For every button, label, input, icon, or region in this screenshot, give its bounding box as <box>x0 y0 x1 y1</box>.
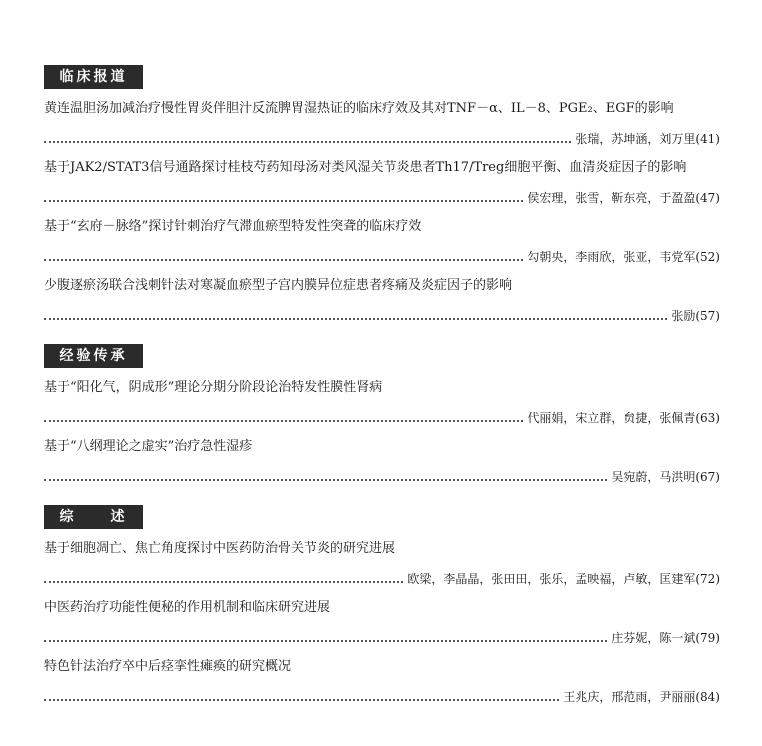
toc-entry[interactable] <box>0 278 762 334</box>
article-title[interactable]: 少腹逐瘀汤联合浅刺针法对寒凝血瘀型子宫内膜异位症患者疼痛及炎症因子的影响 <box>44 278 513 293</box>
section-heading: 经验传承 <box>44 344 143 368</box>
article-authors-page: 欧梁，李晶晶，张田田，张乐，孟映福，卢敏，匡建军(72) <box>407 572 720 586</box>
article-title[interactable]: 中医药治疗功能性便秘的作用机制和临床研究进展 <box>44 600 331 615</box>
toc-entry[interactable] <box>0 160 762 216</box>
article-authors-page: 勾朝央，李雨欣，张亚，韦党军(52) <box>527 250 720 264</box>
entry-byline <box>44 190 720 206</box>
article-title[interactable]: 基于“阳化气，阴成形”理论分期分阶段论治特发性膜性肾病 <box>44 380 383 395</box>
entry-byline <box>44 469 720 485</box>
article-title[interactable]: 基于细胞凋亡、焦亡角度探讨中医药防治骨关节炎的研究进展 <box>44 541 396 556</box>
article-title[interactable]: 特色针法治疗卒中后痉挛性瘫痪的研究概况 <box>44 659 292 674</box>
section-heading: 临床报道 <box>44 65 143 89</box>
article-title[interactable]: 基于“玄府－脉络”探讨针刺治疗气滞血瘀型特发性突聋的临床疗效 <box>44 219 422 234</box>
article-title[interactable]: 基于JAK2/STAT3信号通路探讨桂枝芍药知母汤对类风湿关节炎患者Th17/Treg细胞平衡、血清炎症因子的影响 <box>44 160 687 175</box>
article-authors-page: 代丽娟，宋立群，贠捷，张佩青(63) <box>527 411 720 425</box>
article-authors-page: 王兆庆，邢范雨，尹丽丽(84) <box>563 690 720 704</box>
dot-leader <box>44 581 403 583</box>
article-authors-page: 张励(57) <box>671 309 720 323</box>
article-title[interactable]: 基于“八纲理论之虚实”治疗急性湿疹 <box>44 439 253 454</box>
article-authors-page: 侯宏理，张雪，靳东亮，于盈盈(47) <box>527 191 720 205</box>
entry-byline <box>44 630 720 646</box>
toc-entry[interactable] <box>0 541 762 597</box>
article-authors-page: 吴宛蔚，马洪明(67) <box>611 470 720 484</box>
dot-leader <box>44 318 667 320</box>
dot-leader <box>44 479 607 481</box>
toc-entry[interactable] <box>0 439 762 495</box>
article-authors-page: 张瑞，苏坤涵，刘万里(41) <box>575 132 720 146</box>
dot-leader <box>44 259 523 261</box>
dot-leader <box>44 699 559 701</box>
toc-entry[interactable] <box>0 659 762 715</box>
article-title[interactable]: 黄连温胆汤加减治疗慢性胃炎伴胆汁反流脾胃湿热证的临床疗效及其对TNF－α、IL－8、PGE₂、EGF的影响 <box>44 101 674 116</box>
entry-byline <box>44 571 720 587</box>
entry-byline <box>44 131 720 147</box>
dot-leader <box>44 420 523 422</box>
entry-byline <box>44 689 720 705</box>
article-authors-page: 庄芬妮，陈一斌(79) <box>611 631 720 645</box>
section-heading: 综 述 <box>44 505 143 529</box>
toc-entry[interactable] <box>0 101 762 157</box>
dot-leader <box>44 141 571 143</box>
entry-byline <box>44 410 720 426</box>
toc-entry[interactable] <box>0 219 762 275</box>
toc-entry[interactable] <box>0 380 762 436</box>
entry-byline <box>44 249 720 265</box>
dot-leader <box>44 640 607 642</box>
entry-byline <box>44 308 720 324</box>
dot-leader <box>44 200 523 202</box>
toc-entry[interactable] <box>0 600 762 656</box>
